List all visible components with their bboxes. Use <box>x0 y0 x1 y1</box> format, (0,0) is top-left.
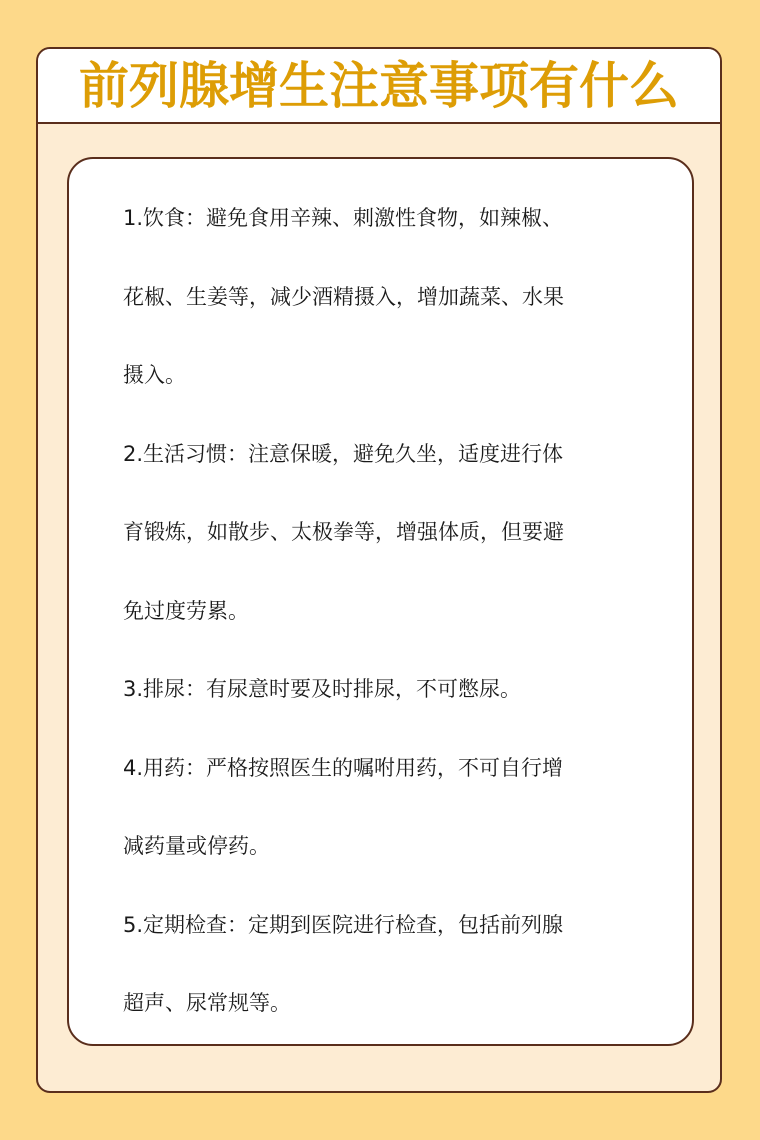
page-title: 前列腺增生注意事项有什么 <box>79 57 679 115</box>
tips-list <box>123 179 643 1043</box>
tip-line: 3.排尿：有尿意时要及时排尿，不可憋尿。 <box>123 677 522 701</box>
tip-line: 摄入。 <box>123 363 186 387</box>
tip-line: 5.定期检查：定期到医院进行检查，包括前列腺 <box>123 912 564 937</box>
tip-line: 免过度劳累。 <box>123 598 249 623</box>
title-banner <box>38 49 720 124</box>
tip-line: 花椒、生姜等，减少酒精摄入，增加蔬菜、水果 <box>123 284 564 309</box>
tip-line: 1.饮食：避免食用辛辣、刺激性食物，如辣椒、 <box>123 206 564 230</box>
tip-line: 减药量或停药。 <box>123 834 270 858</box>
content-panel <box>67 157 694 1046</box>
tip-line: 2.生活习惯：注意保暖，避免久坐，适度进行体 <box>123 441 564 466</box>
tip-line: 4.用药：严格按照医生的嘱咐用药，不可自行增 <box>123 755 564 780</box>
tip-line: 育锻炼，如散步、太极拳等，增强体质，但要避 <box>123 520 564 544</box>
tip-line: 超声、尿常规等。 <box>123 991 291 1015</box>
